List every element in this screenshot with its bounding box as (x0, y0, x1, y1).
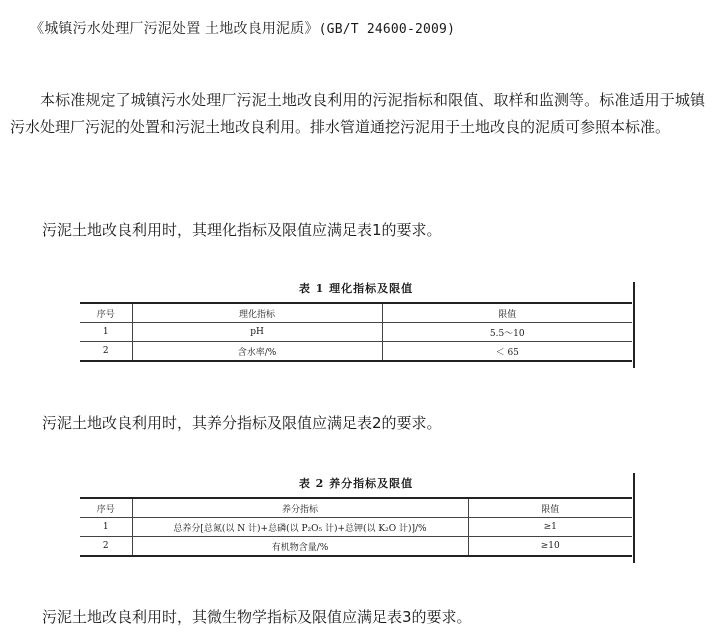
table1-header-row (80, 303, 632, 323)
title-text: 《城镇污水处理厂污泥处置 土地改良用泥质》 (30, 21, 319, 37)
table2-grid (80, 497, 632, 557)
table-row (80, 323, 632, 342)
table2-reference-line: 污泥土地改良利用时，其养分指标及限值应满足表2的要求。 (42, 414, 442, 432)
table-cell: 2 (80, 537, 132, 557)
table1-grid (80, 302, 632, 362)
table-cell: 2 (80, 342, 132, 362)
table2-header-cell: 序号 (80, 498, 132, 518)
table-row (80, 537, 632, 557)
table1-header-cell: 理化指标 (132, 303, 382, 323)
document-title (30, 18, 710, 38)
table2 (80, 475, 632, 557)
table1-right-rule (633, 282, 635, 368)
table-cell: 有机物含量/% (132, 537, 468, 557)
table-cell: ≥1 (468, 518, 632, 537)
table2-header-row (80, 498, 632, 518)
table1-header-cell: 序号 (80, 303, 132, 323)
table2-caption: 表 2 养分指标及限值 (298, 477, 414, 490)
table2-header-cell: 养分指标 (132, 498, 468, 518)
table-cell: 含水率/% (132, 342, 382, 362)
table-cell: ＜ 65 (382, 342, 632, 362)
table-cell: ≥10 (468, 537, 632, 557)
table-row (80, 342, 632, 362)
table1-reference-line: 污泥土地改良利用时，其理化指标及限值应满足表1的要求。 (42, 221, 442, 239)
table3-reference-line: 污泥土地改良利用时，其微生物学指标及限值应满足表3的要求。 (42, 608, 472, 626)
table-row (80, 518, 632, 537)
table2-right-rule (633, 473, 635, 563)
table2-header-cell: 限值 (468, 498, 632, 518)
table-cell: 1 (80, 323, 132, 342)
table1-caption: 表 1 理化指标及限值 (298, 282, 414, 295)
table-cell: 总养分[总氮(以 N 计)+总磷(以 P₂O₅ 计)+总钾(以 K₂O 计)]/% (132, 518, 468, 537)
table1 (80, 280, 632, 362)
table-cell: 1 (80, 518, 132, 537)
table1-header-cell: 限值 (382, 303, 632, 323)
intro-paragraph: 本标准规定了城镇污水处理厂污泥土地改良利用的污泥指标和限值、取样和监测等。标准适用于城镇污水处理厂污泥的处置和污泥土地改良利用。排水管道通挖污泥用于土地改良的泥质可参照本标准。 (10, 91, 705, 136)
table-cell: pH (132, 323, 382, 342)
standard-code: (GB/T 24600-2009) (318, 22, 456, 37)
table-cell: 5.5～10 (382, 323, 632, 342)
